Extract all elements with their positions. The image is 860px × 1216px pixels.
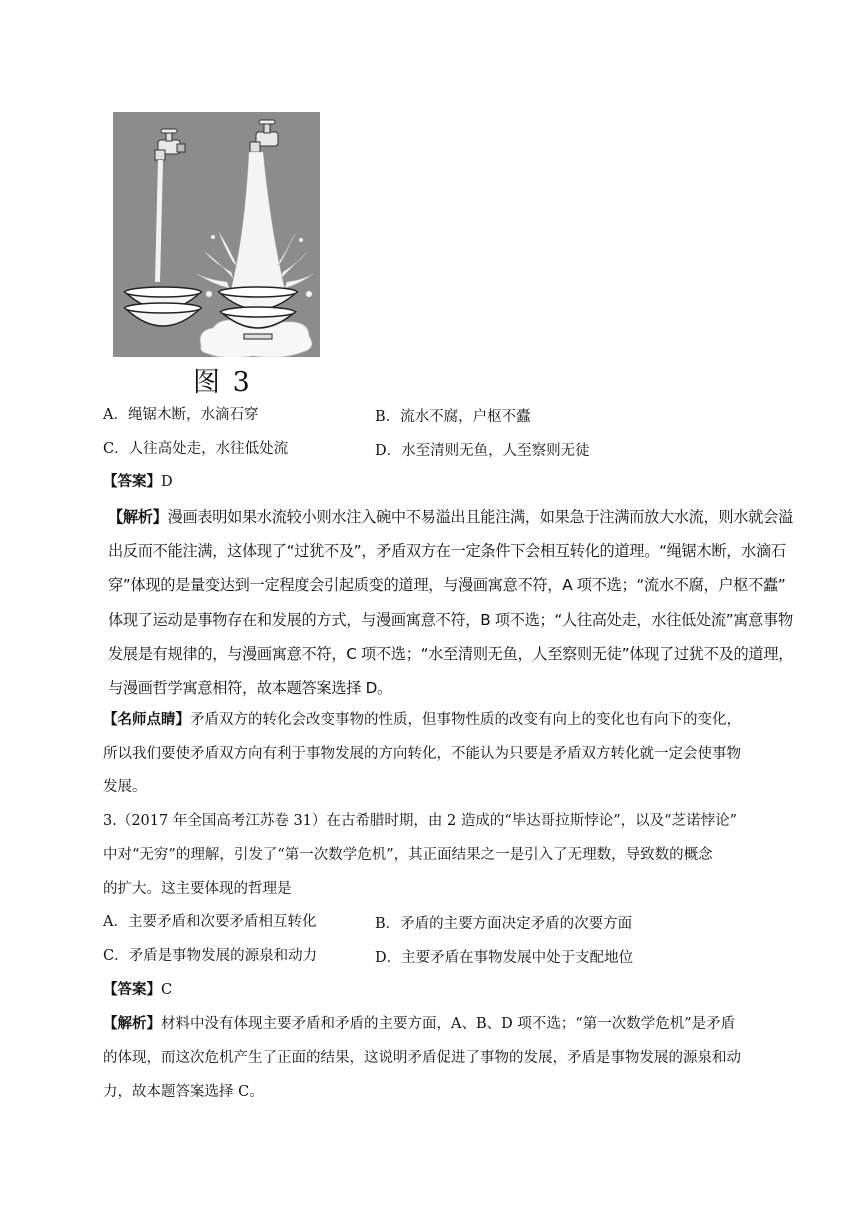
q3-option-b: B．矛盾的主要方面决定矛盾的次要方面: [375, 916, 633, 932]
q3-answer-value: C: [161, 982, 173, 998]
q2-option-b: B．流水不腐，户枢不蠹: [375, 409, 531, 425]
water-bowl-cartoon: [113, 112, 320, 357]
q2-analysis-line-4: 体现了运动是事物存在和发展的方式，与漫画寓意不符，B 项不选；“人往高处走，水往低处流”寓意事物: [108, 611, 793, 629]
q2-tip-tag: 【名师点睛】: [103, 711, 190, 728]
q2-analysis-tag: 【解析】: [108, 508, 168, 526]
q3-analysis-line-1: 【解析】材料中没有体现主要矛盾和矛盾的主要方面，A、B、D 项不选；“第一次数学危机”是矛盾: [103, 1015, 736, 1032]
q2-tip-line-3: 发展。: [103, 779, 147, 795]
q2-tip-line-2: 所以我们要使矛盾双方向有利于事物发展的方向转化，不能认为只要是矛盾双方转化就一定会使事物: [103, 746, 741, 762]
q2-answer-value: D: [161, 474, 173, 490]
q3-answer-line: [103, 980, 172, 1000]
q3-analysis-line-2: 的体现，而这次危机产生了正面的结果，这说明矛盾促进了事物的发展，矛盾是事物发展的源泉和动: [103, 1050, 741, 1066]
q2-answer-line: [103, 472, 173, 492]
q3-stem-line-2: 中对“无穷”的理解，引发了“第一次数学危机”，其正面结果之一是引入了无理数，导致数的概念: [103, 847, 713, 863]
q3-stem-line-3: 的扩大。这主要体现的哲理是: [103, 881, 292, 897]
q2-analysis-line-1: 【解析】漫画表明如果水流较小则水注入碗中不易溢出且能注满，如果急于注满而放大水流，则水就会溢: [108, 508, 793, 526]
cartoon-figure: [113, 112, 320, 357]
q2-option-c: C．人往高处走，水往低处流: [103, 441, 289, 457]
q3-analysis-line-3: 力，故本题答案选择 C。: [103, 1084, 264, 1100]
q2-answer-tag: 【答案】: [103, 473, 161, 490]
q3-stem-line-1: 3.（2017 年全国高考江苏卷 31）在古希腊时期，由 2 造成的“毕达哥拉斯悖论”，以及“芝诺悖论”: [103, 813, 737, 829]
q2-tip-line-1: 【名师点睛】矛盾双方的转化会改变事物的性质，但事物性质的改变有向上的变化也有向下的变化，: [103, 711, 741, 728]
q3-option-d: D．主要矛盾在事物发展中处于支配地位: [375, 950, 634, 966]
q2-analysis-line-5: 发展是有规律的，与漫画寓意不符，C 项不选；“水至清则无鱼，人至察则无徒”体现了过犹不及的道理，: [108, 645, 794, 663]
figure-caption: 图 3: [193, 367, 252, 398]
q2-option-d: D．水至清则无鱼，人至察则无徒: [375, 443, 590, 459]
q2-analysis-line-6: 与漫画哲学寓意相符，故本题答案选择 D。: [108, 679, 392, 697]
q2-analysis-line-2: 出反而不能注满，这体现了“过犹不及”，矛盾双方在一定条件下会相互转化的道理。“绳锯木断，水滴石: [108, 542, 786, 560]
q3-option-c: C．矛盾是事物发展的源泉和动力: [103, 948, 318, 964]
q3-option-a: A．主要矛盾和次要矛盾相互转化: [103, 914, 317, 930]
q2-analysis-line-3: 穿”体现的是量变达到一定程度会引起质变的道理，与漫画寓意不符，A 项不选；“流水不腐，户枢不蠹”: [108, 576, 786, 594]
q3-analysis-tag: 【解析】: [103, 1015, 161, 1032]
q3-answer-tag: 【答案】: [103, 981, 161, 998]
q2-option-a: A．绳锯木断，水滴石穿: [103, 407, 259, 423]
